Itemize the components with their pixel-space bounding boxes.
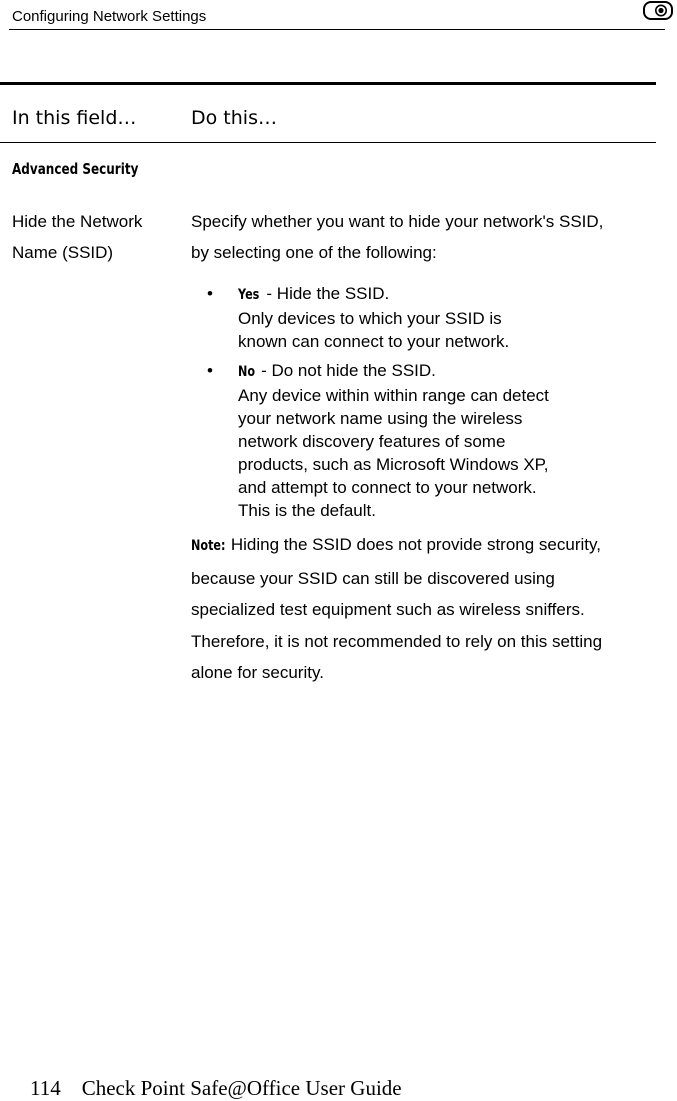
page-number: 114 [30,1076,61,1100]
note-text: Hiding the SSID does not provide strong security, [226,535,601,554]
cd-icon [643,1,673,20]
field-name [12,206,177,268]
note-text: Therefore, it is not recommended to rely on this setting [191,631,603,651]
option-text: your network name using the wireless [238,409,523,428]
table-top-rule [0,82,656,85]
column-header-action: Do this… [191,107,277,129]
note-label: Note: [191,538,226,554]
book-title: Check Point Safe@Office User Guide [81,1076,402,1100]
section-title: Advanced Security [12,160,139,178]
option-text: This is the default. [238,501,376,520]
header-rule [9,29,665,30]
option-text: - Hide the SSID. [261,284,390,303]
option-text: network discovery features of some [238,432,506,451]
column-header-field: In this field… [12,107,137,129]
field-name-line: Hide the Network [12,212,143,231]
table-header-rule [0,142,656,143]
description-line: Specify whether you want to hide your network's SSID, [191,212,604,231]
page-footer [30,1075,402,1101]
option-text: known can connect to your network. [238,332,510,351]
bullet-icon: • [207,284,213,303]
option-key: Yes [238,287,260,303]
note-text: specialized test equipment such as wireless sniffers. [191,600,585,619]
option-text: Any device within within range can detect [238,386,549,405]
running-header: Configuring Network Settings [12,8,207,25]
note-text: because your SSID can still be discovered using [191,568,555,588]
option-text: - Do not hide the SSID. [256,361,436,380]
description-line: by selecting one of the following: [191,243,437,262]
note [191,529,651,689]
option-text: Only devices to which your SSID is [238,309,502,328]
option-no [207,359,618,522]
option-key: No [238,364,256,380]
bullet-icon: • [207,361,213,380]
option-text: products, such as Microsoft Windows XP, [238,455,549,474]
option-list [207,282,618,528]
option-text: and attempt to connect to your network. [238,478,537,497]
option-yes [207,282,618,353]
note-text: alone for security. [191,663,324,682]
field-description [191,206,651,268]
field-name-line: Name (SSID) [12,243,114,262]
